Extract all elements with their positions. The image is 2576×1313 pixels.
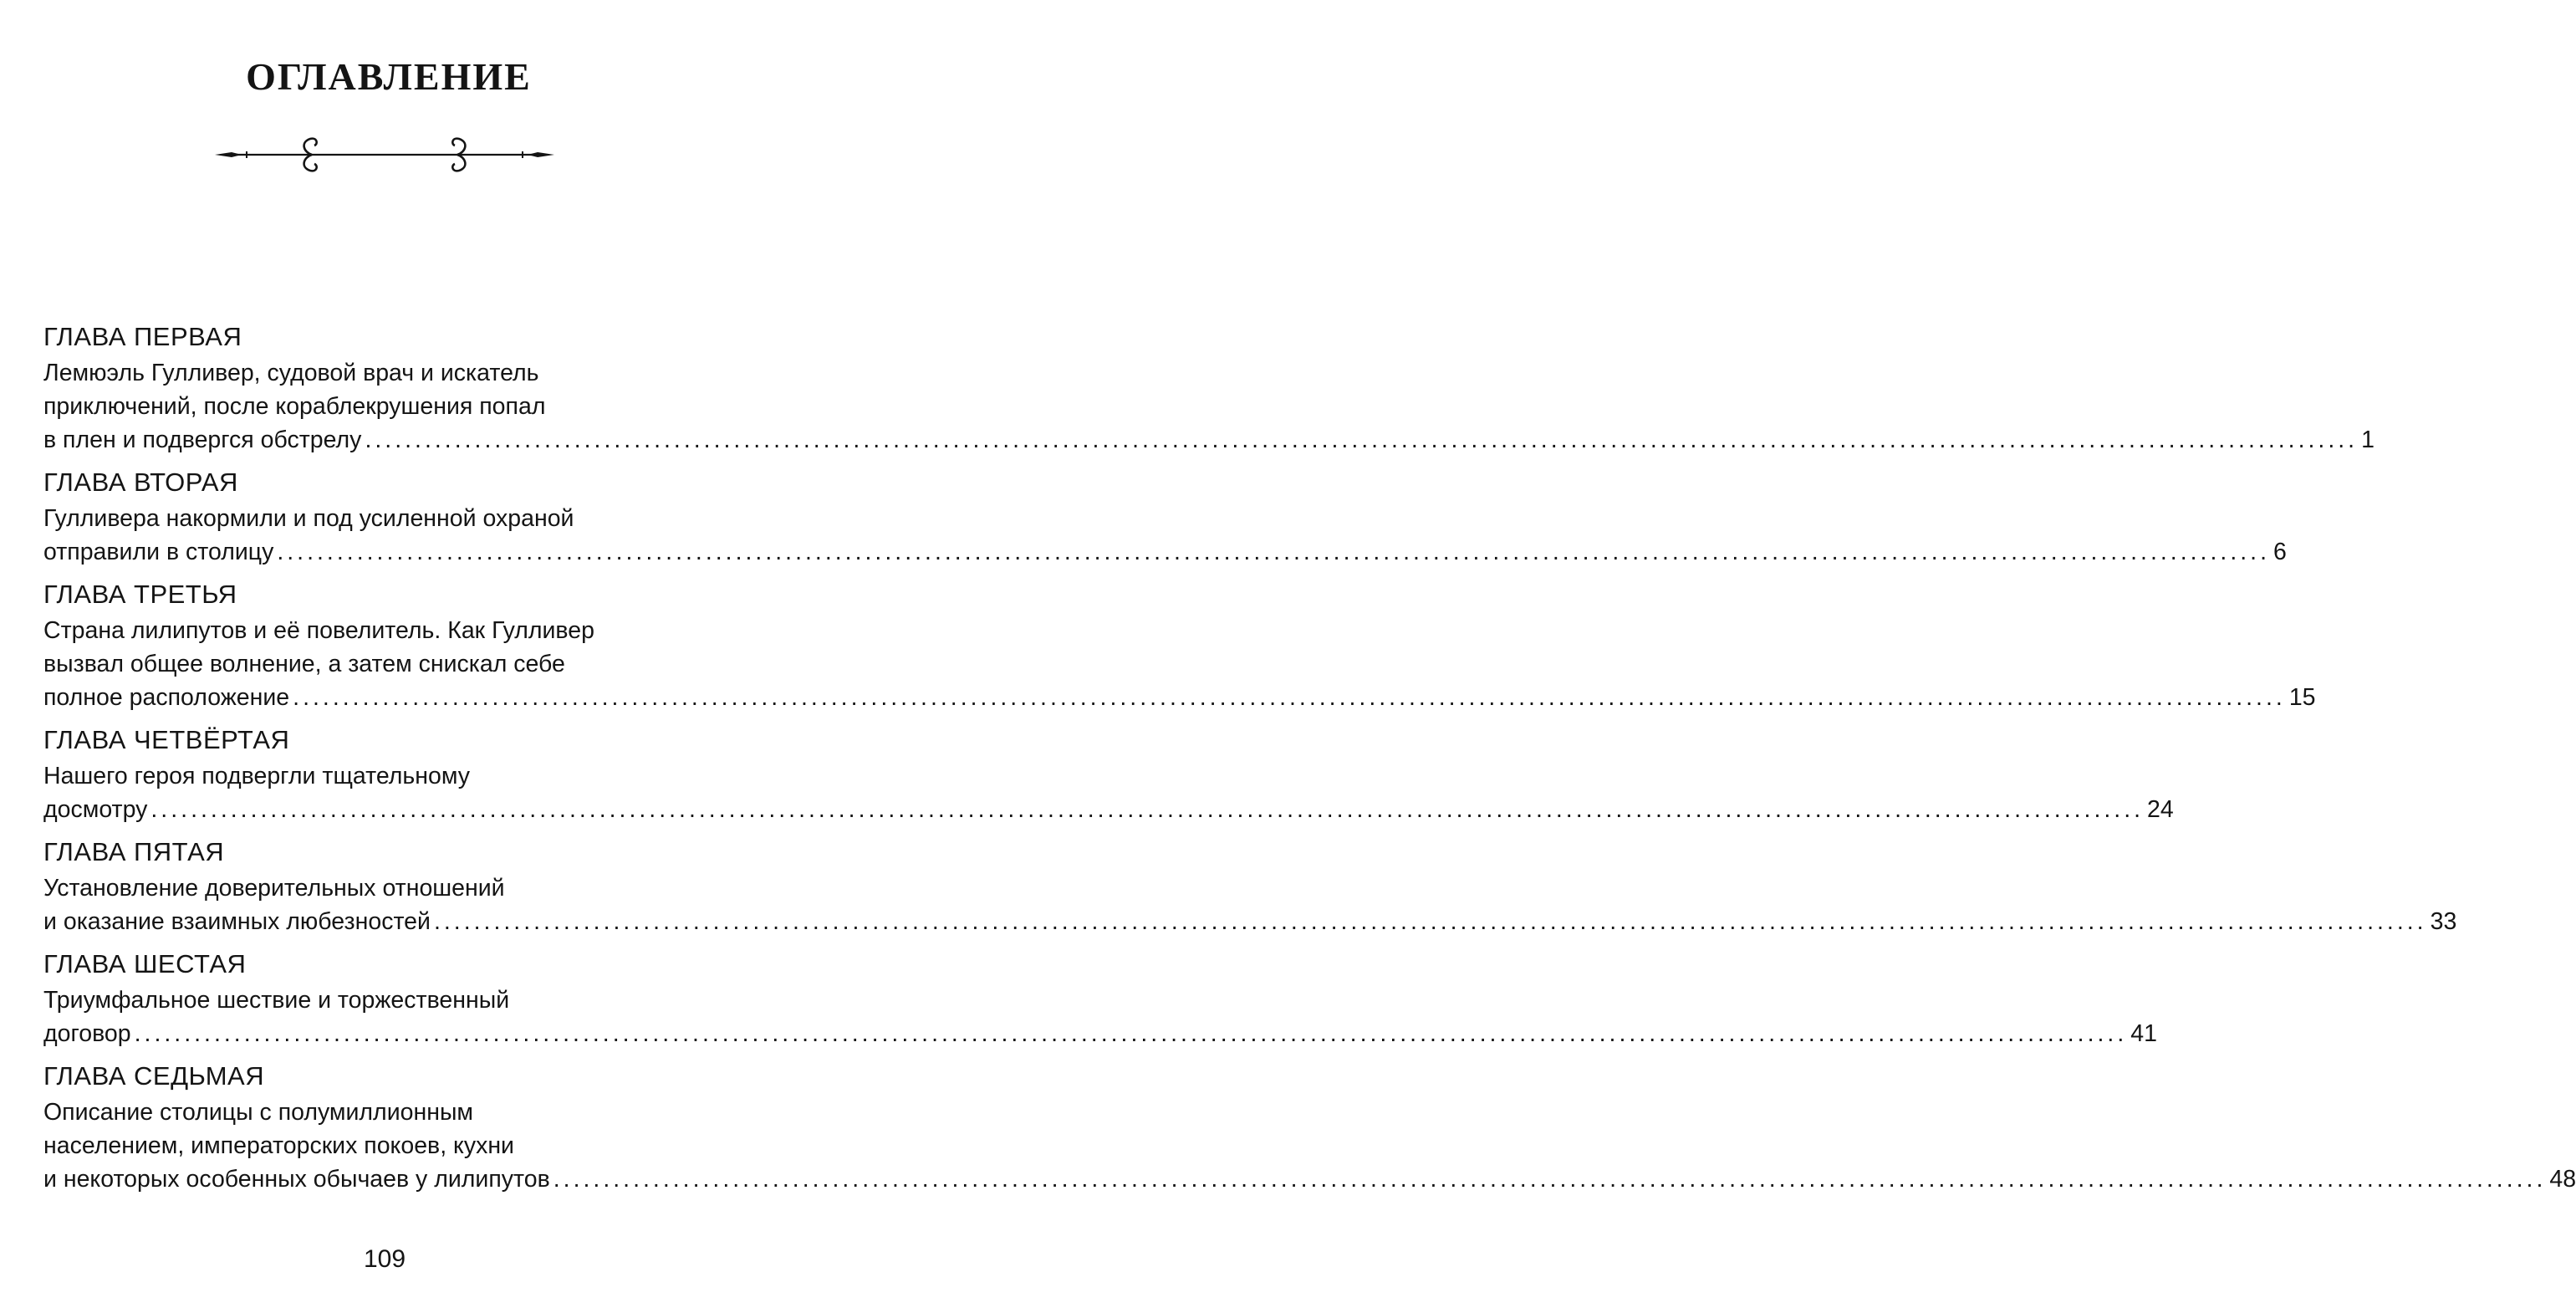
chapter-description-line: договор [43,1020,131,1047]
chapter-heading: ГЛАВА ШЕСТАЯ [43,949,247,978]
dot-leader: ........................................................................................................................................................................................................ [365,427,2359,453]
page-title: ОГЛАВЛЕНИЕ [246,55,532,98]
toc-entry [43,945,2157,1050]
dot-leader: ........................................................................................................................................................................................................ [553,1166,2547,1193]
chapter-last-line [43,535,2287,569]
chapter-description-line: и оказание взаимных любезностей [43,908,431,935]
chapter-description-line: Описание столицы с полумиллионным [43,1099,474,1126]
chapter-description-line: вызвал общее волнение, а затем снискал себе [43,651,565,677]
chapter-description-line: отправили в столицу [43,539,274,565]
chapter-description-line: Лемюэль Гулливер, судовой врач и искатель [43,360,539,386]
chapter-heading: ГЛАВА ПЯТАЯ [43,837,225,866]
chapter-page-number: 1 [2361,427,2375,453]
chapter-page-number: 24 [2147,796,2174,823]
chapter-last-line [43,1017,2157,1050]
dot-leader: ........................................................................................................................................................................................................ [150,796,2145,823]
chapter-heading: ГЛАВА ЧЕТВЁРТАЯ [43,725,290,754]
chapter-page-number: 48 [2549,1166,2576,1193]
chapter-last-line [43,423,2375,457]
chapter-last-line [43,1162,2576,1196]
toc-entry [43,463,2287,569]
chapter-description-line: Страна лилипутов и её повелитель. Как Гулливер [43,617,594,644]
chapter-last-line [43,681,2316,714]
chapter-description-line: и некоторых особенных обычаев у лилипутов [43,1166,550,1193]
chapter-description-line: населением, императорских покоев, кухни [43,1132,514,1159]
chapter-description-line: досмотру [43,796,148,823]
table-of-contents [43,318,2576,1203]
toc-entry [43,1057,2576,1196]
chapter-page-number: 33 [2430,908,2457,935]
chapter-description-line: Триумфальное шествие и торжественный [43,987,510,1014]
chapter-description-line: Гулливера накормили и под усиленной охраной [43,505,574,532]
chapter-description-line: приключений, после кораблекрушения попал [43,393,546,420]
dot-leader: ........................................................................................................................................................................................................ [277,539,2270,565]
chapter-page-number: 41 [2130,1020,2157,1047]
chapter-heading: ГЛАВА СЕДЬМАЯ [43,1061,265,1091]
chapter-page-number: 6 [2273,539,2287,565]
dot-leader: ........................................................................................................................................................................................................ [433,908,2427,935]
chapter-heading: ГЛАВА ТРЕТЬЯ [43,580,237,609]
chapter-description-line: Установление доверительных отношений [43,875,505,902]
chapter-heading: ГЛАВА ПЕРВАЯ [43,322,242,351]
chapter-page-number: 15 [2288,684,2316,711]
chapter-description-line: Нашего героя подвергли тщательному [43,763,470,789]
decorative-flourish-icon [213,134,556,176]
toc-entry [43,721,2174,826]
chapter-last-line [43,793,2174,826]
toc-entry [43,318,2375,457]
page-number: 109 [363,1245,406,1273]
toc-entry [43,833,2457,938]
toc-entry [43,575,2316,714]
chapter-description-line: полное расположение [43,684,290,711]
dot-leader: ........................................................................................................................................................................................................ [134,1020,2128,1047]
dot-leader: ........................................................................................................................................................................................................ [293,684,2286,711]
chapter-heading: ГЛАВА ВТОРАЯ [43,467,238,497]
chapter-description-line: в плен и подвергся обстрелу [43,427,362,453]
chapter-last-line [43,905,2457,938]
